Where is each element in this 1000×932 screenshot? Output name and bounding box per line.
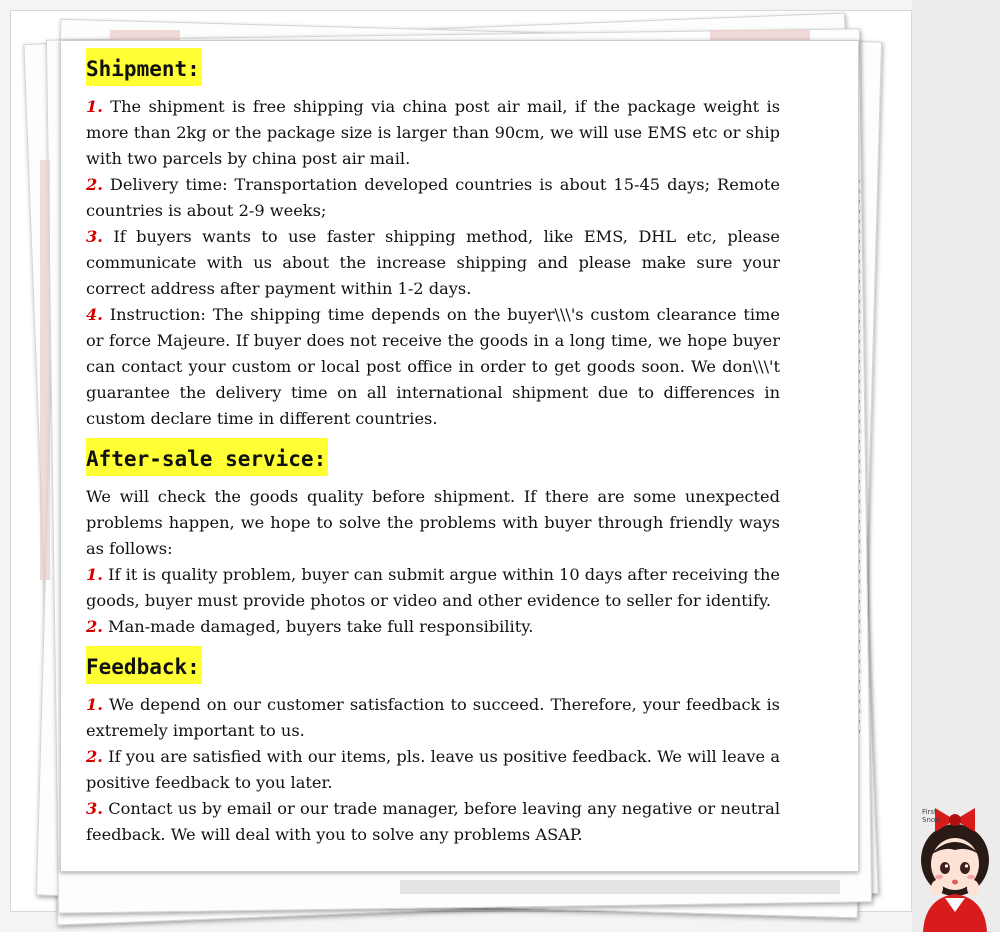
item-text: The shipment is free shipping via china post air mail, if the package weight is more than 2kg or the package size is larger than 90cm, we will use EMS etc or ship with two parcels by china post air mail. bbox=[86, 97, 780, 168]
after-sale-intro: We will check the goods quality before shipment. If there are some unexpected problems happen, we hope to solve the problems with buyer through friendly ways as follows: bbox=[86, 487, 780, 558]
girl-with-red-bow-icon bbox=[905, 780, 1000, 932]
shipment-item bbox=[86, 302, 780, 432]
item-text: If buyers wants to use faster shipping method, like EMS, DHL etc, please communicate with us about the increase shipping and please make sure your correct address after payment within 1-2 days. bbox=[86, 227, 780, 298]
mascot-label-line: First bbox=[922, 808, 937, 816]
item-number: 1. bbox=[86, 695, 103, 714]
feedback-item bbox=[86, 796, 780, 848]
item-text: Instruction: The shipping time depends on the buyer\\\'s custom clearance time or force Majeure. If buyer does not receive the goods in a long time, we hope buyer can contact your custom or local post office in order to get goods soon. We don\\\'t guarantee the delivery time on all international shipment due to differences in custom declare time in different countries. bbox=[86, 305, 780, 428]
shipment-list bbox=[86, 94, 780, 432]
decorative-strip bbox=[40, 160, 50, 580]
item-number: 3. bbox=[86, 799, 103, 818]
item-text: We depend on our customer satisfaction to succeed. Therefore, your feedback is extremely important to us. bbox=[86, 695, 780, 740]
policy-content bbox=[86, 48, 780, 848]
after-sale-item bbox=[86, 562, 780, 614]
shipment-item bbox=[86, 94, 780, 172]
item-number: 2. bbox=[86, 747, 103, 766]
item-number: 1. bbox=[86, 565, 103, 584]
item-number: 3. bbox=[86, 227, 103, 246]
shipment-heading: Shipment: bbox=[86, 48, 202, 86]
item-text: Delivery time: Transportation developed countries is about 15-45 days; Remote countries is about 2-9 weeks; bbox=[86, 175, 780, 220]
after-sale-item bbox=[86, 614, 780, 640]
mascot-label-line: Snow bbox=[922, 816, 941, 824]
item-number: 4. bbox=[86, 305, 103, 324]
feedback-item bbox=[86, 744, 780, 796]
feedback-list bbox=[86, 692, 780, 848]
item-text: Contact us by email or our trade manager, before leaving any negative or neutral feedback. We will deal with you to solve any problems ASAP. bbox=[86, 799, 780, 844]
shipment-item bbox=[86, 224, 780, 302]
feedback-heading: Feedback: bbox=[86, 646, 202, 684]
item-text: If it is quality problem, buyer can submit argue within 10 days after receiving the goods, buyer must provide photos or video and other evidence to seller for identify. bbox=[86, 565, 780, 610]
item-number: 1. bbox=[86, 97, 103, 116]
shipment-item bbox=[86, 172, 780, 224]
decorative-strip bbox=[400, 880, 840, 894]
after-sale-list bbox=[86, 484, 780, 640]
after-sale-heading: After-sale service: bbox=[86, 438, 328, 476]
mascot-label bbox=[922, 808, 941, 824]
item-text: Man-made damaged, buyers take full responsibility. bbox=[102, 617, 534, 636]
feedback-item bbox=[86, 692, 780, 744]
item-number: 2. bbox=[86, 617, 103, 636]
item-number: 2. bbox=[86, 175, 103, 194]
item-text: If you are satisfied with our items, pls. leave us positive feedback. We will leave a positive feedback to you later. bbox=[86, 747, 780, 792]
